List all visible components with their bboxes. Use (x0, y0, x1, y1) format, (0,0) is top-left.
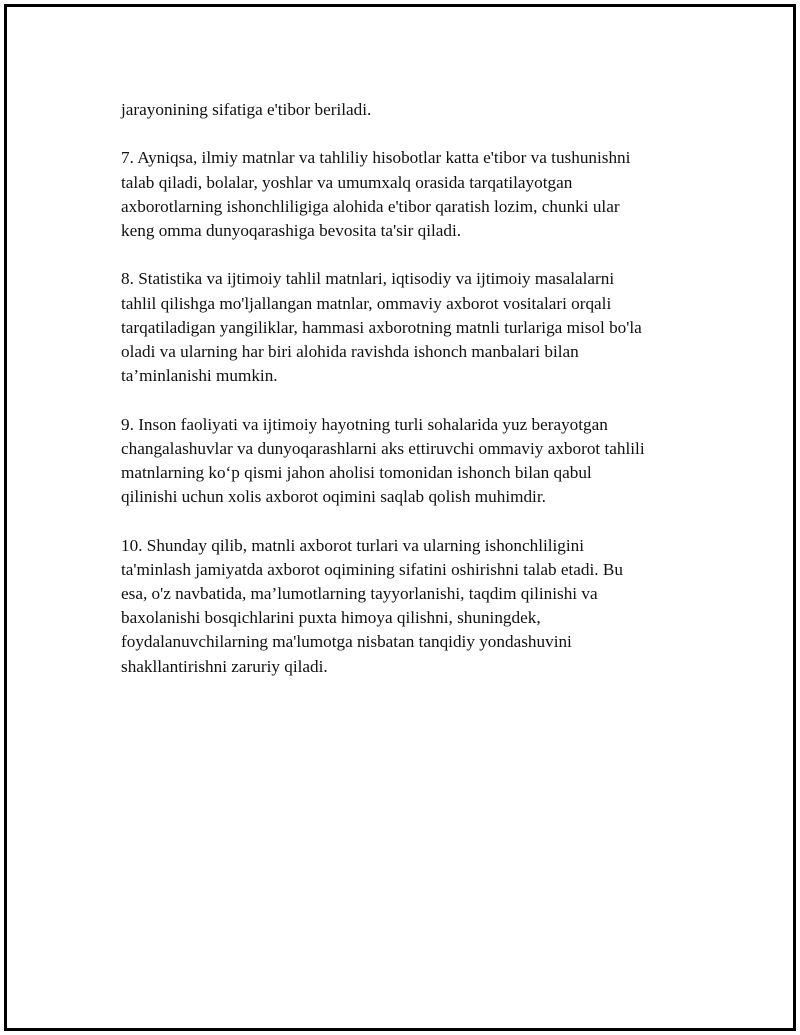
paragraph-continuation: jarayonining sifatiga e'tibor beriladi. (121, 100, 372, 119)
paragraph-7: 7. Ayniqsa, ilmiy matnlar va tahliliy hisobotlar katta e'tibor va tushunishni talab qiladi, bolalar, yoshlar va umumxalq orasida tarqatilayotgan axborotlarning ishonchliligiga alohida e'tibor qaratish lozim, chunki ular keng omma dunyoqarashiga bevosita ta'sir qiladi. (121, 148, 631, 240)
paragraph-8: 8. Statistika va ijtimoiy tahlil matnlari, iqtisodiy va ijtimoiy masalalarni tahlil qilishga mo'ljallangan matnlar, ommaviy axborot vositalari orqali tarqatiladigan yangiliklar, hammasi axborotning matnli turlariga misol bo'la oladi va ularning har biri alohida ravishda ishonch manbalari bilan ta’minlanishi mumkin. (121, 269, 642, 386)
paragraph-9: 9. Inson faoliyati va ijtimoiy hayotning turli sohalarida yuz berayotgan changalashuvlar va dunyoqarashlarni aks ettiruvchi ommaviy axborot tahlili matnlarning ko‘p qismi jahon aholisi tomonidan ishonch bilan qabul qilinishi uchun xolis axborot oqimini saqlab qolish muhimdir. (121, 414, 645, 507)
paragraph-10: 10. Shunday qilib, matnli axborot turlari va ularning ishonchliligini ta'minlash jamiyatda axborot oqimining sifatini oshirishni talab etadi. Bu esa, o'z navbatida, ma’lumotlarning tayyorlanishi, taqdim qilinishi va baxolanishi bosqichlarini puxta himoya qilishni, shuningdek, foydalanuvchilarning ma'lumotga nisbatan tanqidiy yondashuvini shakllantirishni zaruriy qiladi. (121, 535, 623, 676)
page-frame (4, 4, 796, 1031)
document-body (121, 98, 706, 703)
